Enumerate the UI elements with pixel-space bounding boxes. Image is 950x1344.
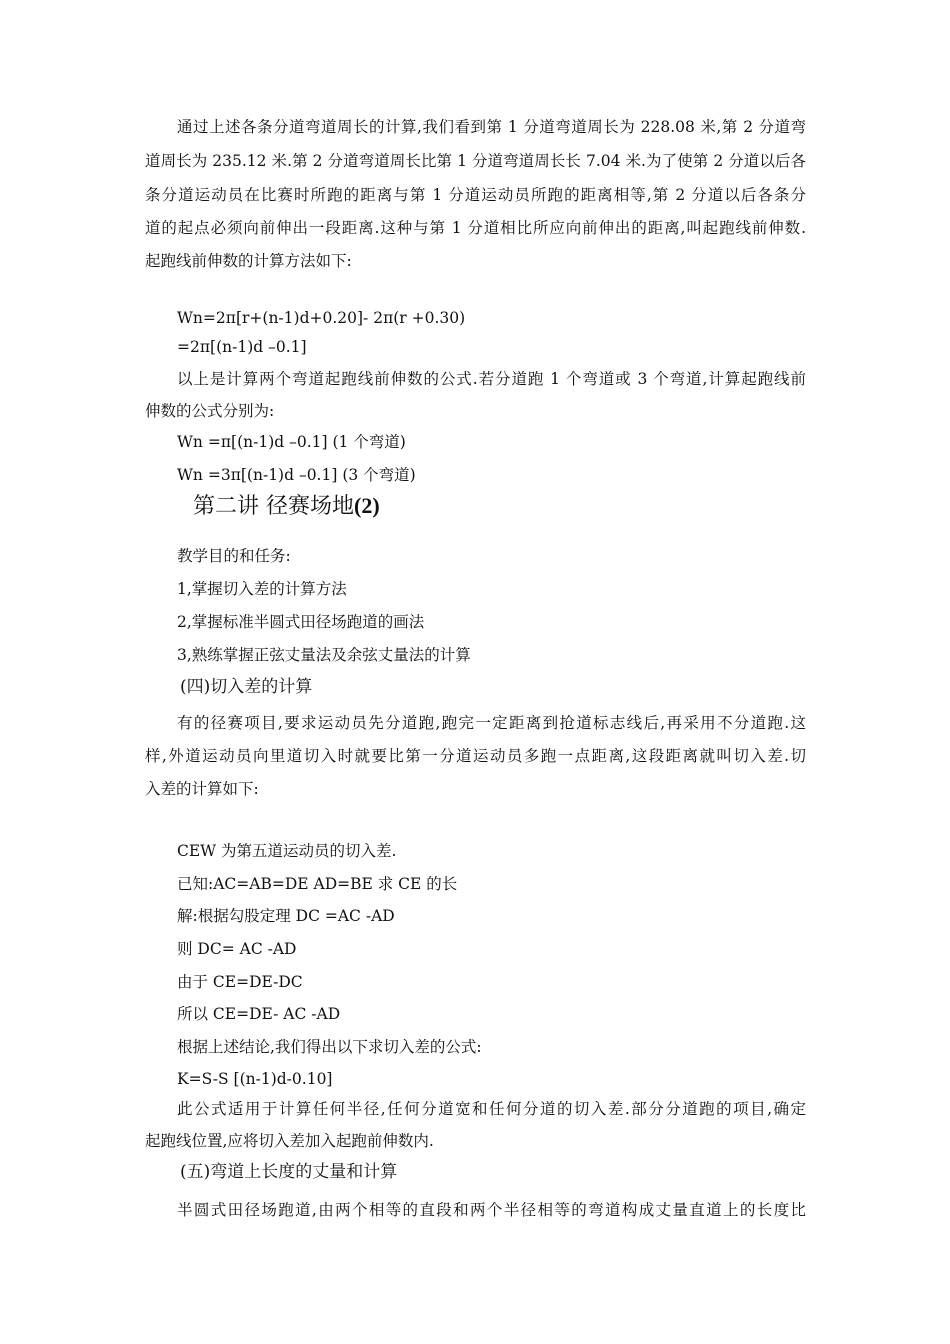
formula-1-line-1: Wn=2π[r+(n-1)d+0.20]- 2π(r +0.30): [177, 309, 466, 327]
derivation-line-6: 所以 CE=DE- AC -AD: [177, 1005, 341, 1023]
derivation-line-8: K=S-S [(n-1)d-0.10]: [177, 1070, 333, 1088]
section-5-heading: (五)弯道上长度的丈量和计算: [180, 1162, 398, 1182]
section-4-line-2: 样,外道运动员向里道切入时就要比第一分道运动员多跑一点距离,这段距离就叫切入差.切: [145, 747, 806, 765]
lecture-title-suffix: (2): [354, 493, 380, 518]
section-4-line-1: 有的径赛项目,要求运动员先分道跑,跑完一定距离到抢道标志线后,再采用不分道跑.这: [177, 714, 806, 732]
paragraph-1-line-2: 道周长为 235.12 米.第 2 分道弯道周长比第 1 分道弯道周长长 7.04 米.为了使第 2 分道以后各: [145, 152, 806, 170]
derivation-line-3: 解:根据勾股定理 DC =AC -AD: [177, 907, 395, 925]
paragraph-3-line-2: 起跑线位置,应将切入差加入起跑前伸数内.: [145, 1132, 434, 1150]
paragraph-2-line-2: 伸数的公式分别为:: [145, 402, 275, 420]
objective-item-2: 2,掌握标准半圆式田径场跑道的画法: [177, 613, 425, 631]
objective-item-1: 1,掌握切入差的计算方法: [177, 580, 347, 598]
paragraph-1-line-5: 起跑线前伸数的计算方法如下:: [145, 252, 352, 270]
lecture-title-main: 第二讲 径赛场地: [193, 494, 354, 519]
paragraph-3-line-1: 此公式适用于计算任何半径,任何分道宽和任何分道的切入差.部分分道跑的项目,确定: [177, 1100, 806, 1118]
section-5-line-1: 半圆式田径场跑道,由两个相等的直段和两个半径相等的弯道构成丈量直道上的长度比: [177, 1201, 806, 1219]
paragraph-1-line-4: 道的起点必须向前伸出一段距离.这种与第 1 分道相比所应向前伸出的距离,叫起跑线前伸数.: [145, 219, 806, 237]
paragraph-2-line-1: 以上是计算两个弯道起跑线前伸数的公式.若分道跑 1 个弯道或 3 个弯道,计算起跑线前: [177, 370, 806, 388]
objectives-heading: 教学目的和任务:: [177, 547, 291, 565]
paragraph-1-line-1: 通过上述各条分道弯道周长的计算,我们看到第 1 分道弯道周长为 228.08 米,第 2 分道弯: [177, 118, 806, 136]
objective-item-3: 3,熟练掌握正弦丈量法及余弦丈量法的计算: [177, 646, 471, 664]
formula-1-line-2: =2π[(n-1)d –0.1]: [177, 338, 307, 356]
derivation-line-4: 则 DC= AC -AD: [177, 940, 297, 958]
formula-one-bend: Wn =π[(n-1)d –0.1] (1 个弯道): [177, 433, 406, 451]
section-4-line-3: 入差的计算如下:: [145, 780, 259, 798]
paragraph-1-line-3: 条分道运动员在比赛时所跑的距离与第 1 分道运动员所跑的距离相等,第 2 分道以后各条分: [145, 186, 806, 204]
formula-three-bends: Wn =3π[(n-1)d –0.1] (3 个弯道): [177, 466, 416, 484]
derivation-line-2: 已知:AC=AB=DE AD=BE 求 CE 的长: [177, 875, 458, 893]
derivation-line-1: CEW 为第五道运动员的切入差.: [177, 842, 397, 860]
derivation-line-7: 根据上述结论,我们得出以下求切入差的公式:: [177, 1038, 482, 1056]
section-4-heading: (四)切入差的计算: [180, 677, 313, 697]
lecture-title: [193, 492, 380, 521]
derivation-line-5: 由于 CE=DE-DC: [177, 973, 303, 991]
